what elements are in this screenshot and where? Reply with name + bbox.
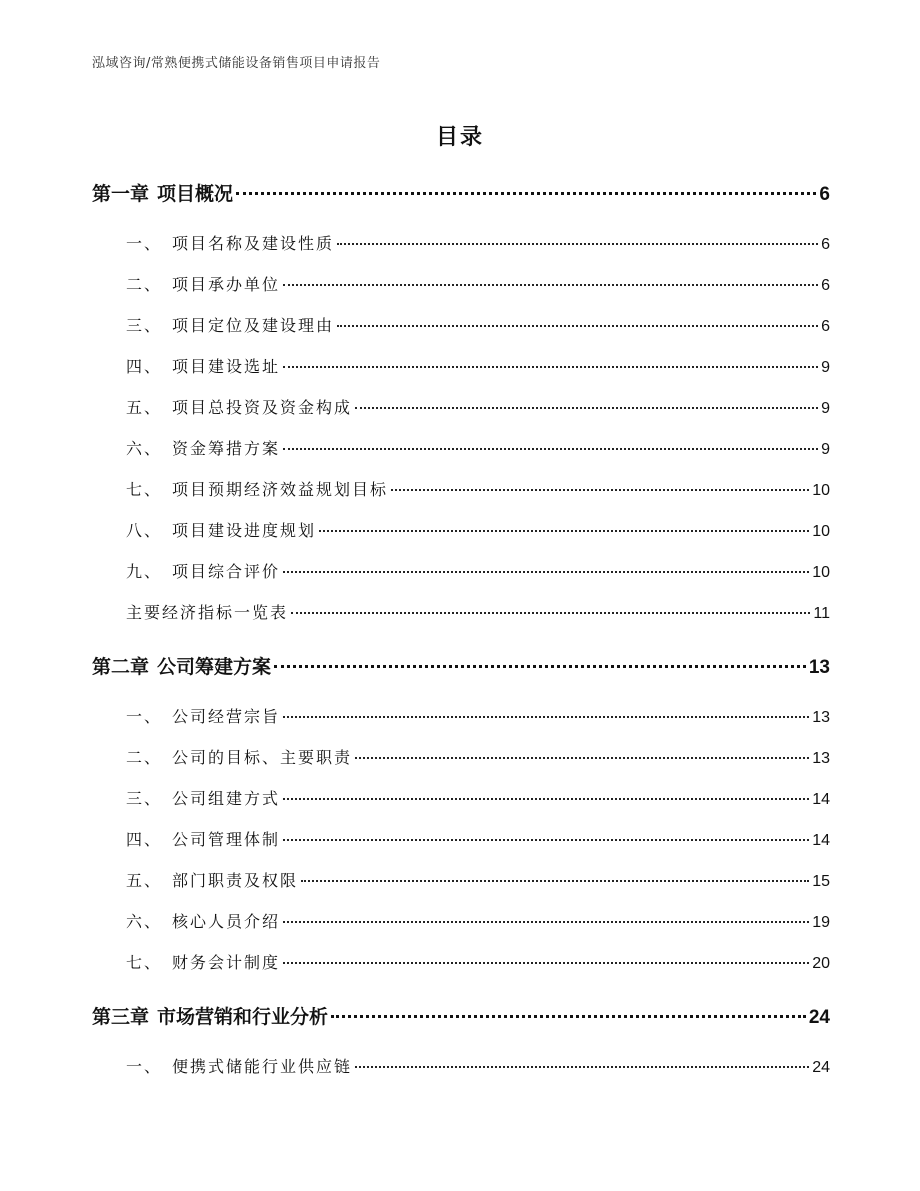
- toc-page-number: 13: [812, 709, 830, 726]
- toc-page-number: 9: [821, 400, 830, 417]
- toc-page-number: 6: [819, 184, 830, 205]
- dot-leader: [337, 243, 818, 245]
- toc-section-3-1[interactable]: [92, 1054, 830, 1095]
- toc-section-2-7[interactable]: [92, 950, 830, 991]
- toc-section-2-2[interactable]: [92, 745, 830, 786]
- toc-page-number: 19: [812, 914, 830, 931]
- toc-page-number: 13: [808, 657, 830, 678]
- toc-section-1-9[interactable]: [92, 559, 830, 600]
- toc-page-number: 6: [821, 318, 830, 335]
- toc-entry-label: 四、 公司管理体制: [126, 830, 281, 849]
- toc-title: 目录: [435, 125, 484, 150]
- toc-entry-label: 二、 公司的目标、主要职责: [126, 748, 353, 767]
- toc-section-1-2[interactable]: [92, 272, 830, 313]
- dot-leader: [291, 612, 810, 614]
- dot-leader: [236, 192, 816, 195]
- dot-leader: [283, 921, 809, 923]
- toc-section-1-7[interactable]: [92, 477, 830, 518]
- toc-entry-label: 五、 项目总投资及资金构成: [126, 398, 353, 417]
- dot-leader: [355, 407, 818, 409]
- toc-section-1-3[interactable]: [92, 313, 830, 354]
- dot-leader: [319, 530, 809, 532]
- toc-page-number: 15: [812, 873, 830, 890]
- toc-entry-label: 主要经济指标一览表: [126, 603, 289, 622]
- dot-leader: [283, 839, 809, 841]
- toc-page-number: 10: [812, 564, 830, 581]
- toc-page-number: 6: [821, 277, 830, 294]
- toc-entry-label: 一、 公司经营宗旨: [126, 707, 281, 726]
- toc-entry-label: 六、 资金筹措方案: [126, 439, 281, 458]
- toc-entry-label: 四、 项目建设选址: [126, 357, 281, 376]
- toc-entry-label: 第三章 市场营销和行业分析: [92, 1006, 329, 1028]
- dot-leader: [283, 962, 809, 964]
- toc-entry-label: 九、 项目综合评价: [126, 562, 281, 581]
- toc-chapter-1[interactable]: [92, 178, 830, 219]
- toc-page-number: 10: [812, 482, 830, 499]
- dot-leader: [355, 757, 809, 759]
- toc-section-1-5[interactable]: [92, 395, 830, 436]
- toc-entry-label: 六、 核心人员介绍: [126, 912, 281, 931]
- toc-chapter-3[interactable]: [92, 1001, 830, 1042]
- toc-section-1-8[interactable]: [92, 518, 830, 559]
- toc-entry-label: 三、 公司组建方式: [126, 789, 281, 808]
- dot-leader: [283, 284, 818, 286]
- toc-entry-label: 七、 财务会计制度: [126, 953, 281, 972]
- toc-section-1-1[interactable]: [92, 231, 830, 272]
- toc-page-number: 11: [813, 605, 830, 622]
- dot-leader: [355, 1066, 809, 1068]
- dot-leader: [301, 880, 809, 882]
- dot-leader: [274, 665, 806, 668]
- toc-section-1-6[interactable]: [92, 436, 830, 477]
- toc-section-2-4[interactable]: [92, 827, 830, 868]
- toc-page-number: 14: [812, 791, 830, 808]
- toc-entry-label: 八、 项目建设进度规划: [126, 521, 317, 540]
- toc-entry-label: 第一章 项目概况: [92, 183, 234, 205]
- toc-section-2-6[interactable]: [92, 909, 830, 950]
- running-header: 泓域咨询/常熟便携式储能设备销售项目申请报告: [92, 56, 381, 71]
- dot-leader: [283, 448, 818, 450]
- toc-entry-label: 七、 项目预期经济效益规划目标: [126, 480, 389, 499]
- dot-leader: [337, 325, 818, 327]
- toc-page-number: 24: [808, 1007, 830, 1028]
- toc-page-number: 14: [812, 832, 830, 849]
- dot-leader: [283, 571, 809, 573]
- toc-section-1-4[interactable]: [92, 354, 830, 395]
- toc-page-number: 24: [812, 1059, 830, 1076]
- toc-entry-label: 五、 部门职责及权限: [126, 871, 299, 890]
- toc-entry-label: 第二章 公司筹建方案: [92, 656, 272, 678]
- dot-leader: [391, 489, 809, 491]
- toc-entry-label: 二、 项目承办单位: [126, 275, 281, 294]
- toc-section-2-1[interactable]: [92, 704, 830, 745]
- toc-page-number: 10: [812, 523, 830, 540]
- toc-page-number: 20: [812, 955, 830, 972]
- toc-entry-label: 三、 项目定位及建设理由: [126, 316, 335, 335]
- table-of-contents: [92, 178, 830, 1095]
- toc-page-number: 13: [812, 750, 830, 767]
- toc-page-number: 9: [821, 441, 830, 458]
- toc-section-1-indicators[interactable]: [92, 600, 830, 641]
- toc-section-2-5[interactable]: [92, 868, 830, 909]
- toc-section-2-3[interactable]: [92, 786, 830, 827]
- toc-chapter-2[interactable]: [92, 651, 830, 692]
- dot-leader: [283, 366, 818, 368]
- toc-page-number: 6: [821, 236, 830, 253]
- toc-entry-label: 一、 便携式储能行业供应链: [126, 1057, 353, 1076]
- toc-entry-label: 一、 项目名称及建设性质: [126, 234, 335, 253]
- dot-leader: [283, 716, 809, 718]
- toc-page-number: 9: [821, 359, 830, 376]
- dot-leader: [283, 798, 809, 800]
- dot-leader: [331, 1015, 806, 1018]
